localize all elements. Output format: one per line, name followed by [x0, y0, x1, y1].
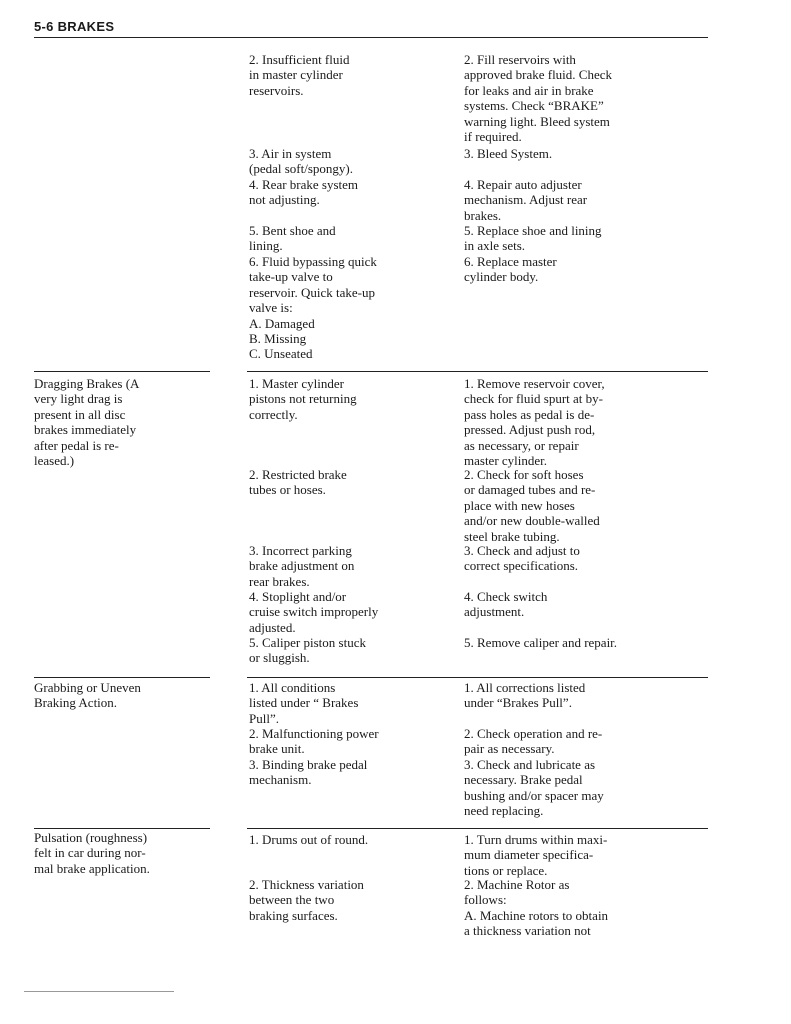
- correction-cell: 2. Fill reservoirs with approved brake fluid. Check for leaks and air in brake systems. Check “BRAKE” warning light. Bleed system if required.: [464, 52, 613, 145]
- correction-cell: 4. Repair auto adjuster mechanism. Adjust rear brakes.: [464, 177, 588, 223]
- section-divider: [247, 371, 708, 372]
- correction-cell: 3. Bleed System.: [464, 146, 553, 161]
- cause-cell: 2. Malfunctioning power brake unit.: [249, 726, 379, 757]
- correction-cell: 5. Remove caliper and repair.: [464, 635, 618, 650]
- header-rule: [34, 37, 708, 38]
- cause-cell: 1. Drums out of round.: [249, 832, 369, 847]
- correction-cell: 1. All corrections listed under “Brakes Pull”.: [464, 680, 586, 711]
- correction-cell: 2. Machine Rotor as follows: A. Machine rotors to obtain a thickness variation not: [464, 877, 609, 939]
- cause-cell: 1. Master cylinder pistons not returning correctly.: [249, 376, 357, 422]
- cause-cell: 2. Thickness variation between the two braking surfaces.: [249, 877, 364, 923]
- correction-cell: 3. Check and adjust to correct specifications.: [464, 543, 580, 574]
- condition-cell: Dragging Brakes (A very light drag is present in all disc brakes immediately after pedal is re- leased.): [34, 376, 140, 469]
- cause-cell: 4. Stoplight and/or cruise switch improperly adjusted.: [249, 589, 379, 635]
- footer-rule: [24, 991, 174, 992]
- section-divider: [34, 677, 210, 678]
- correction-cell: 2. Check operation and re- pair as necessary.: [464, 726, 603, 757]
- cause-cell: 2. Insufficient fluid in master cylinder reservoirs.: [249, 52, 350, 98]
- correction-cell: 2. Check for soft hoses or damaged tubes and re- place with new hoses and/or new double-walled steel brake tubing.: [464, 467, 600, 544]
- correction-cell: 5. Replace shoe and lining in axle sets.: [464, 223, 602, 254]
- section-divider: [247, 677, 708, 678]
- condition-cell: Pulsation (roughness) felt in car during nor- mal brake application.: [34, 830, 150, 876]
- correction-cell: 6. Replace master cylinder body.: [464, 254, 557, 285]
- section-divider: [247, 828, 708, 829]
- cause-cell: 3. Binding brake pedal mechanism.: [249, 757, 368, 788]
- correction-cell: 3. Check and lubricate as necessary. Brake pedal bushing and/or spacer may need replacing.: [464, 757, 604, 819]
- cause-cell: 2. Restricted brake tubes or hoses.: [249, 467, 347, 498]
- correction-cell: 1. Turn drums within maxi- mum diameter specifica- tions or replace.: [464, 832, 608, 878]
- cause-cell: 3. Incorrect parking brake adjustment on rear brakes.: [249, 543, 355, 589]
- section-divider: [34, 828, 210, 829]
- cause-cell: 4. Rear brake system not adjusting.: [249, 177, 359, 208]
- correction-cell: 4. Check switch adjustment.: [464, 589, 548, 620]
- page-header: 5-6 BRAKES: [34, 19, 115, 34]
- correction-cell: 1. Remove reservoir cover, check for fluid spurt at by- pass holes as pedal is de- pressed. Adjust push rod, as necessary, or repair master cylinder.: [464, 376, 605, 469]
- cause-cell: 5. Caliper piston stuck or sluggish.: [249, 635, 366, 666]
- cause-cell: 3. Air in system (pedal soft/spongy).: [249, 146, 353, 177]
- cause-cell: 6. Fluid bypassing quick take-up valve to reservoir. Quick take-up valve is: A. Damaged B. Missing C. Unseated: [249, 254, 377, 362]
- cause-cell: 5. Bent shoe and lining.: [249, 223, 336, 254]
- condition-cell: Grabbing or Uneven Braking Action.: [34, 680, 141, 711]
- section-divider: [34, 371, 210, 372]
- cause-cell: 1. All conditions listed under “ Brakes Pull”.: [249, 680, 359, 726]
